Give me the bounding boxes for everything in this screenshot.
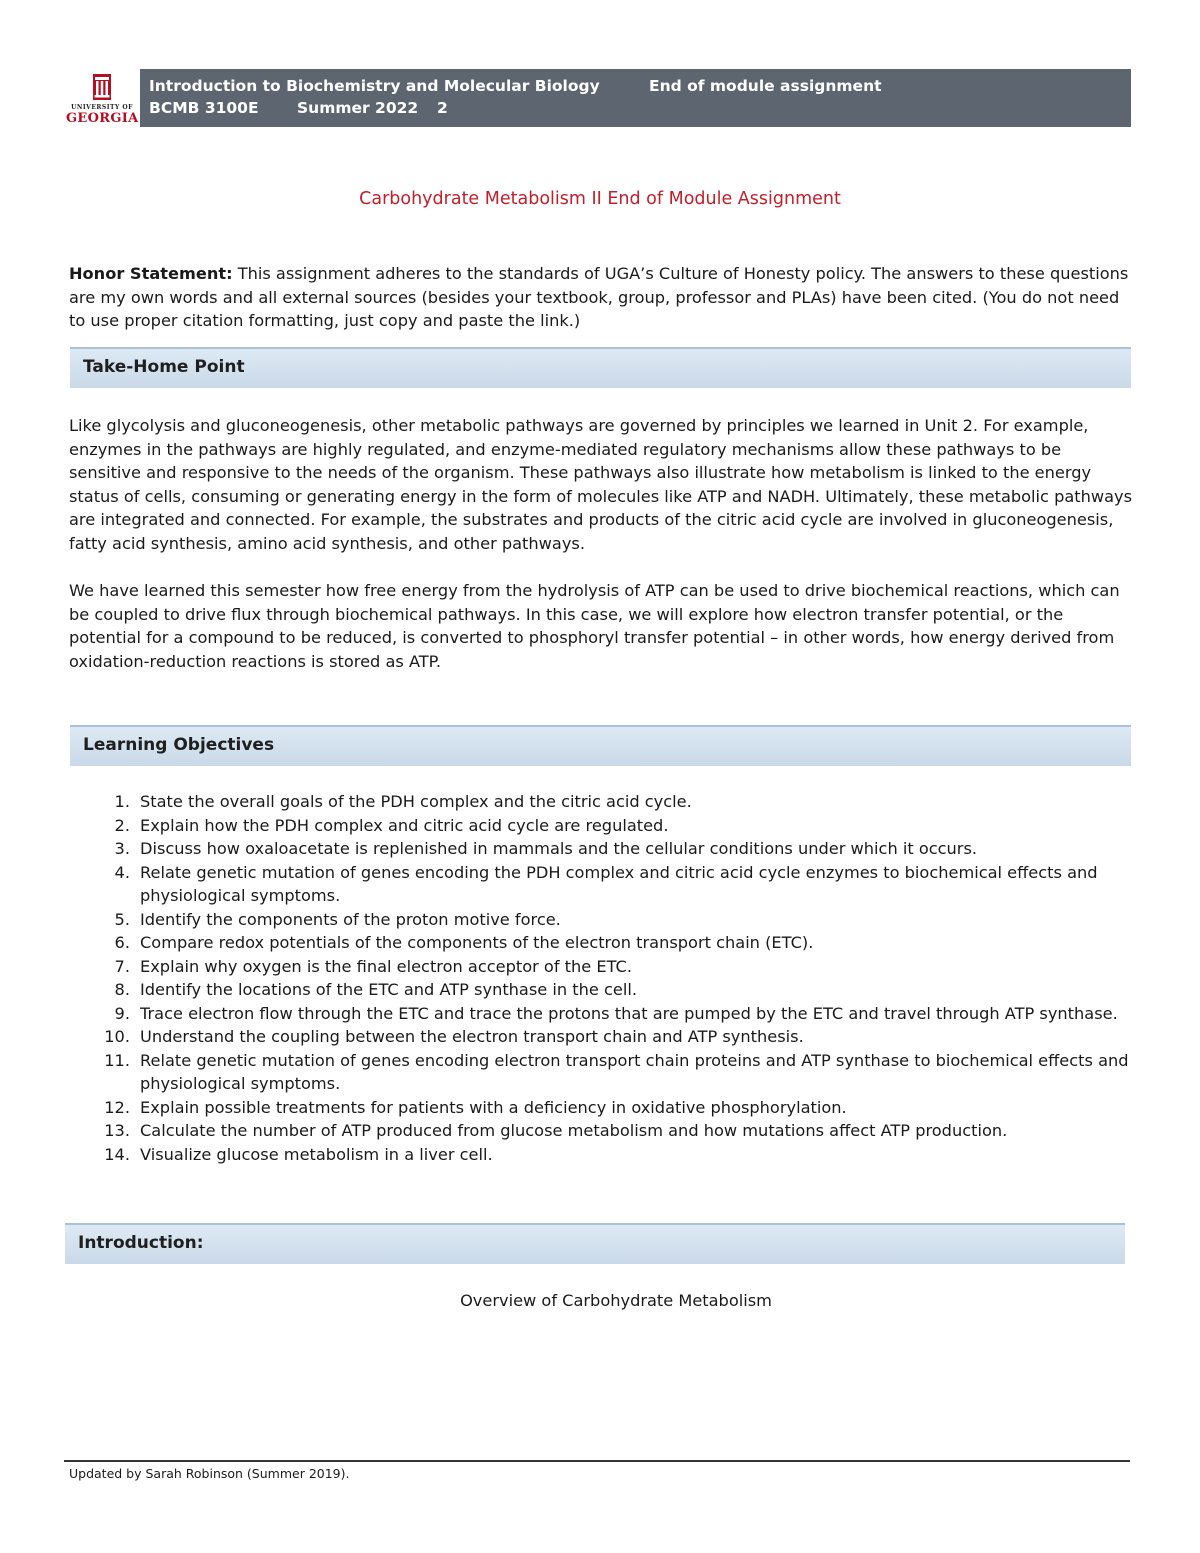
section-learning-objectives	[70, 725, 1131, 766]
objectives-list	[100, 790, 1130, 1166]
list-item: 2. Explain how the PDH complex and citric acid cycle are regulated.	[114, 815, 669, 835]
logo-top-text: UNIVERSITY OF	[71, 104, 133, 111]
list-item: 11. Relate genetic mutation of genes encoding electron transport chain proteins and ATP synthase to biochemical effects and physiological symptoms.	[104, 1050, 1129, 1093]
section-take-home-label: Take-Home Point	[83, 357, 245, 377]
figure-caption: Overview of Carbohydrate Metabolism	[460, 1291, 772, 1310]
page-header	[60, 69, 1131, 127]
course-code: BCMB 3100E	[149, 99, 259, 117]
honor-statement	[69, 262, 1134, 333]
list-item: 13. Calculate the number of ATP produced from glucose metabolism and how mutations affect ATP production.	[104, 1121, 1008, 1140]
list-item: 6. Compare redox potentials of the components of the electron transport chain (ETC).	[114, 933, 814, 952]
course-title: Introduction to Biochemistry and Molecular Biology	[149, 77, 600, 95]
list-item: 1. State the overall goals of the PDH complex and the citric acid cycle.	[114, 792, 692, 811]
section-introduction-label: Introduction:	[78, 1233, 204, 1253]
list-item: 14. Visualize glucose metabolism in a liver cell.	[104, 1144, 493, 1164]
list-item: 3. Discuss how oxaloacetate is replenished in mammals and the cellular conditions under which it occurs.	[114, 839, 978, 858]
list-item: 5. Identify the components of the proton motive force.	[114, 909, 561, 929]
logo-bottom-text: GEORGIA	[66, 111, 139, 126]
footer-divider	[64, 1460, 1130, 1462]
uga-logo	[66, 74, 138, 126]
list-item: 4. Relate genetic mutation of genes encoding the PDH complex and citric acid cycle enzymes to biochemical effects and physiological symptoms.	[114, 862, 1098, 905]
header-row-2	[149, 99, 448, 117]
section-objectives-label: Learning Objectives	[83, 735, 275, 755]
list-item: 9. Trace electron flow through the ETC and trace the protons that are pumped by the ETC and travel through ATP synthase.	[114, 1003, 1118, 1023]
take-home-paragraph-1: Like glycolysis and gluconeogenesis, other metabolic pathways are governed by principles we learned in Unit 2. For example, enzymes in the pathways are highly regulated, and enzyme-mediated regulatory mechanisms allow these pathways to be sensitive and responsive to the needs of the organism. These pathways also illustrate how metabolism is linked to the energy status of cells, consuming or generating energy in the form of molecules like ATP and NADH. Ultimately, these metabolic pathways are integrated and connected. For example, the substrates and products of the citric acid cycle are involved in gluconeogenesis, fatty acid synthesis, amino acid synthesis, and other pathways.	[69, 416, 1133, 553]
section-take-home	[70, 347, 1131, 388]
list-item: 7. Explain why oxygen is the final electron acceptor of the ETC.	[114, 956, 632, 976]
footer-note: Updated by Sarah Robinson (Summer 2019).	[69, 1466, 350, 1481]
list-item: 10. Understand the coupling between the electron transport chain and ATP synthesis.	[104, 1027, 804, 1046]
list-item: 8. Identify the locations of the ETC and ATP synthase in the cell.	[114, 980, 638, 999]
section-introduction	[65, 1223, 1125, 1264]
page-title: Carbohydrate Metabolism II End of Module Assignment	[359, 189, 841, 209]
header-band	[140, 69, 1131, 127]
take-home-paragraph-2: We have learned this semester how free energy from the hydrolysis of ATP can be used to drive biochemical reactions, which can be coupled to drive flux through biochemical pathways. In this case, we will explore how electron transfer potential, or the potential for a compound to be reduced, is converted to phosphoryl transfer potential – in other words, how energy derived from oxidation-reduction reactions is stored as ATP.	[69, 581, 1120, 671]
honor-label: Honor Statement:	[69, 264, 233, 283]
list-item: 12. Explain possible treatments for patients with a deficiency in oxidative phosphorylation.	[104, 1097, 847, 1117]
doc-type: End of module assignment	[649, 77, 882, 95]
header-row-1	[149, 77, 882, 95]
term: Summer 2022	[297, 99, 419, 117]
page-number: 2	[437, 99, 448, 117]
honor-text: This assignment adheres to the standards of UGA’s Culture of Honesty policy. The answers to these questions are my own words and all external sources (besides your textbook, group, professor and PLAs) have been cited. (You do not need to use proper citation formatting, just copy and paste the link.)	[69, 264, 1129, 330]
arch-icon	[93, 74, 111, 100]
